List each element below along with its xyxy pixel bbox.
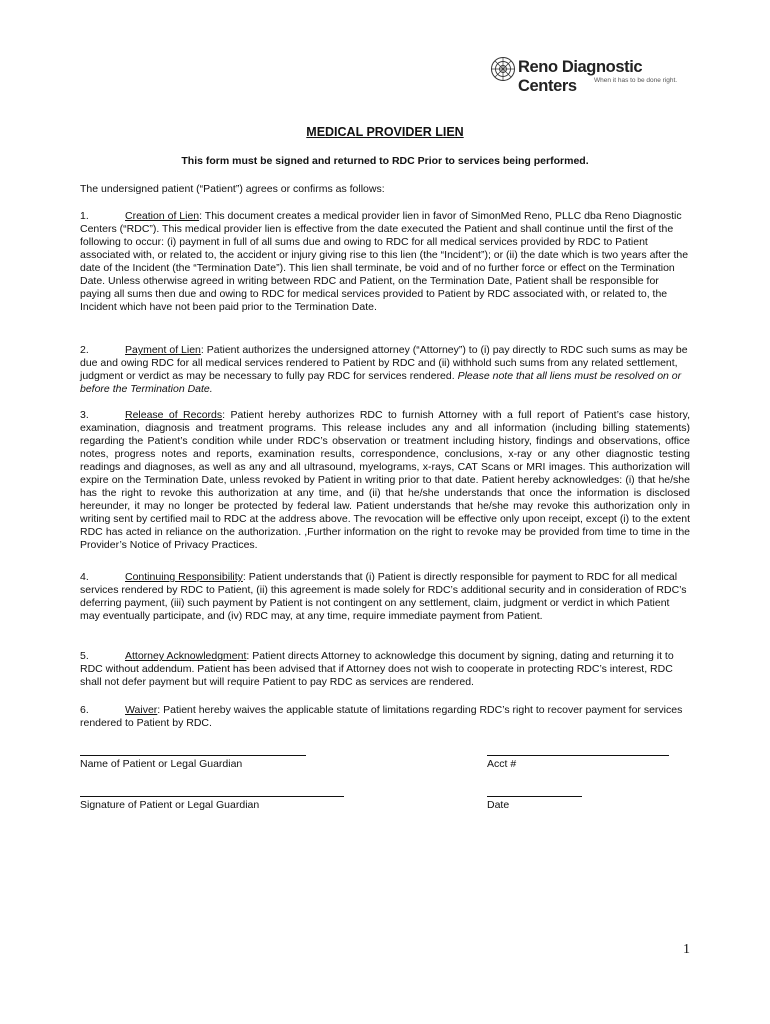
- section-number: 2.: [80, 344, 89, 356]
- section-number: 1.: [80, 210, 89, 222]
- section-heading: Attorney Acknowledgment: [125, 650, 247, 662]
- date-field[interactable]: [487, 796, 582, 797]
- patient-name-label: Name of Patient or Legal Guardian: [80, 758, 243, 770]
- section-number: 3.: [80, 409, 89, 421]
- document-subtitle: This form must be signed and returned to RDC Prior to services being performed.: [181, 155, 589, 167]
- section-heading: Continuing Responsibility: [125, 571, 243, 583]
- patient-name-field[interactable]: [80, 755, 306, 756]
- account-number-label: Acct #: [487, 758, 517, 770]
- section-heading: Payment of Lien: [125, 344, 201, 356]
- section-waiver: [80, 704, 690, 730]
- section-heading: Creation of Lien: [125, 210, 200, 222]
- section-payment-of-lien: [80, 344, 690, 396]
- section-number: 6.: [80, 704, 89, 716]
- section-text: : Patient hereby waives the applicable statute of limitations regarding RDC’s right to recover payment for services rendered to Patient by RDC.: [80, 704, 683, 729]
- page-number: 1: [683, 942, 690, 957]
- company-logo: [490, 56, 690, 95]
- section-creation-of-lien: [80, 210, 690, 314]
- section-attorney-acknowledgment: [80, 650, 690, 689]
- logo-name: Reno Diagnostic Centers: [518, 58, 643, 95]
- section-note: Please note that all liens must be resolved on or before the Termination Date.: [80, 370, 682, 395]
- section-text: : Patient hereby authorizes RDC to furnish Attorney with a full report of Patient’s case history, examination, diagnosis and treatment programs. This release includes any and all information (including billing statements) regarding the Patient’s condition while under RDC’s observation or treatment including history, findings and observations, office notes, progress notes and reports, examination results, correspondence, conclusions, x-ray or any other diagnostic testing readings and diagnoses, as well as any and all ultrasound, myelograms, x-rays, CAT Scans or MRI images. This authorization will expire on the Termination Date, unless revoked by Patient in writing prior to that date. Patient hereby acknowledges: (i) that he/she has the right to revoke this authorization at any time, and (ii) that he/she understands that once the information is disclosed hereunder, it may no longer be protected by federal law. Patient understands that he/she may revoke this authorization only in writing sent by certified mail to RDC at the address above. The revocation will be effective only upon receipt, except (i) to the extent RDC has acted in reliance on the authorization. ,Further information on the right to revoke may be provided from time to time in the Provider’s Notice of Privacy Practices.: [80, 409, 690, 551]
- section-heading: Release of Records: [125, 409, 223, 421]
- mandala-logo-icon: [490, 56, 516, 82]
- section-number: 4.: [80, 571, 89, 583]
- section-text: : Patient authorizes the undersigned attorney (“Attorney”) to (i) pay directly to RDC such sums as may be due and owing RDC for all medical services rendered to Patient by RDC and (ii) withhold such sums from any related settlement, judgment or verdict as may be necessary to fully pay RDC for services rendered.: [80, 344, 688, 382]
- patient-signature-label: Signature of Patient or Legal Guardian: [80, 799, 260, 811]
- patient-signature-field[interactable]: [80, 796, 344, 797]
- section-heading: Waiver: [125, 704, 158, 716]
- account-number-field[interactable]: [487, 755, 669, 756]
- date-label: Date: [487, 799, 510, 811]
- intro-text: The undersigned patient (“Patient”) agrees or confirms as follows:: [80, 183, 385, 195]
- section-text: : This document creates a medical provider lien in favor of SimonMed Reno, PLLC dba Reno Diagnostic Centers (“RDC”). This medical provider lien is effective from the date executed the Patient and shall continue until the first of the following to occur: (i) payment in full of all sums due and owing to RDC for all medical services provided by RDC to Patient associated with, or related to, the accident or injury giving rise to this lien (the “Incident”); or (ii) the date which is two years after the date of the Incident (the “Termination Date”). This lien shall terminate, be void and of no further force or effect on the Termination Date. Unless otherwise agreed in writing between RDC and Patient, on the Termination Date, Patient shall be responsible for paying all sums then due and owing to RDC for medical services provided to Patient by RDC associated with, or related to, the Incident which have not been paid prior to the Termination Date.: [80, 210, 689, 313]
- document-title: MEDICAL PROVIDER LIEN: [306, 125, 464, 139]
- section-text: : Patient directs Attorney to acknowledge this document by signing, dating and returning it to RDC without addendum. Patient has been advised that if Attorney does not wish to cooperate in protecting RDC’s interest, RDC shall not defer payment but will require Patient to pay RDC as services are rendered.: [80, 650, 674, 688]
- logo-tagline: When it has to be done right.: [594, 77, 678, 84]
- section-number: 5.: [80, 650, 89, 662]
- section-release-of-records: [80, 409, 690, 552]
- section-continuing-responsibility: [80, 571, 690, 623]
- section-text: : Patient understands that (i) Patient is directly responsible for payment to RDC for all medical services rendered by RDC to Patient, (ii) this agreement is made solely for RDC’s additional security and in consideration of RDC’s deferring payment, (iii) such payment by Patient is not contingent on any settlement, claim, judgment or verdict in which Patient may eventually participate, and (iv) RDC may, at any time, require immediate payment from Patient.: [80, 571, 687, 622]
